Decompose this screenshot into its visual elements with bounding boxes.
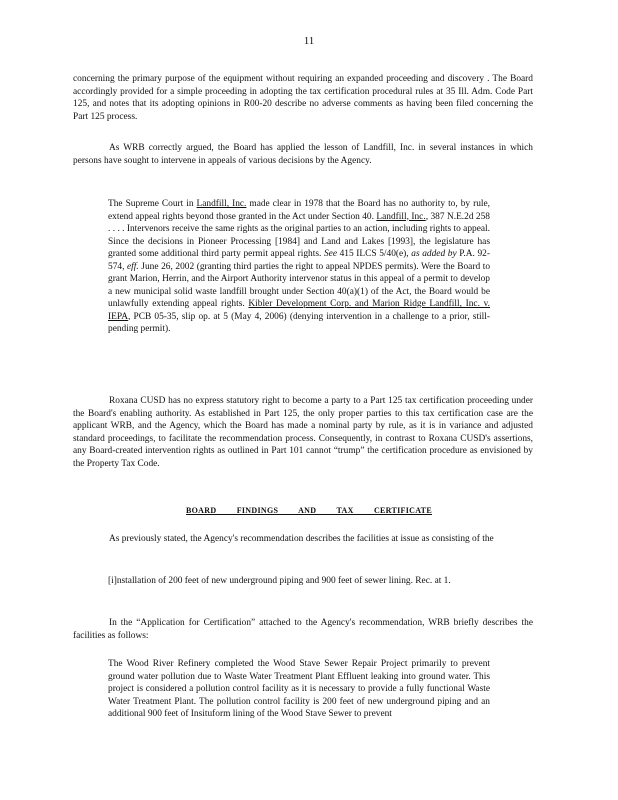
quote-text: 415 ILCS 5/40(e), <box>336 249 412 259</box>
paragraph-application: In the “Application for Certification” attached to the Agency's recommendation, WRB briefly describes the facilities as follows: <box>73 618 533 641</box>
case-citation: Landfill, Inc. <box>196 199 247 209</box>
quote-installation: [i]nstallation of 200 feet of new underground piping and 900 feet of sewer lining. Rec. at 1. <box>108 576 451 586</box>
quote-wood-river: The Wood River Refinery completed the Wood Stave Sewer Repair Project primarily to prevent ground water pollution due to Waste Water Treatment Plant Effluent leaking into ground water. This project is considered a pollution control facility as it is necessary to provide a fully functional Waste Water Treatment Plant. The pollution control facility is 200 feet of new underground piping and an additional 900 feet of Insituform lining of the Wood Stave Sewer to prevent <box>108 659 490 719</box>
page-number: 11 <box>303 35 315 47</box>
paragraph-roxana: Roxana CUSD has no express statutory right to become a party to a Part 125 tax certification proceeding under the Board's enabling authority. As established in Part 125, the only proper parties to this tax certification case are the applicant WRB, and the Agency, which the Board has made a nominal party by rule, as it is in variance and adjusted standard proceedings, to facilitate the recommendation process. Consequently, in contrast to Roxana CUSD's assertions, any Board-created intervention rights as outlined in Part 101 cannot “trump” the certification procedure as envisioned by the Property Tax Code. <box>73 396 533 469</box>
signal-word: eff. <box>127 261 139 272</box>
quote-text: The Supreme Court in <box>108 199 197 209</box>
paragraph-discovery: concerning the primary purpose of the equipment without requiring an expanded proceeding and discovery . The Board accordingly provided for a simple proceeding in adopting the tax certification procedural rules at 35 Ill. Adm. Code Part 125, and notes that its adopting opinions in R00-20 describe no adverse comments as having been filed concerning the Part 125 process. <box>73 74 533 122</box>
quote-text: June 26, 2002 (granting third parties the right to appeal NPDES permits). Were the Board to grant Marion, Herrin, and the Airport Authority intervenor status in this appeal of a permit to develop a new municipal solid waste landfill brought under Section 40(a)(1) of the Act, the Board would be unlawfully extending appeal rights. <box>108 261 491 309</box>
quote-text: , 387 N.E.2d 258 . . . . Intervenors receive the same rights as the original parties to an action, including rights to appeal. Since the decisions in Pioneer Processing [1984] and Land and Lakes [1993], the legislature has granted some additional third party permit appeal rights. <box>108 211 490 259</box>
quote-text: P.A. 92-574, <box>108 249 490 272</box>
signal-word: as added by <box>411 249 457 259</box>
paragraph-previously-stated: As previously stated, the Agency's recommendation describes the facilities at issue as consisting of the <box>109 534 494 544</box>
paragraph-wrb-argued: As WRB correctly argued, the Board has applied the lesson of Landfill, Inc. in several instances in which persons have sought to intervene in appeals of various decisions by the Agency. <box>73 143 533 166</box>
quote-text: made clear in 1978 that the Board has no authority to, by rule, extend appeal rights beyond those granted in the Act under Section 40. <box>108 199 490 222</box>
case-citation: Landfill, Inc. <box>376 211 426 222</box>
quote-text: , PCB 05-35, slip op. at 5 (May 4, 2006) (denying intervention in a challenge to a prior, still-pending permit). <box>108 311 490 334</box>
quote-supreme-court <box>108 198 490 336</box>
section-heading: BOARD FINDINGS AND TAX CERTIFICATE <box>186 506 432 515</box>
signal-word: See <box>323 249 337 259</box>
case-citation: Kibler Development Corp. and Marion Ridge Landfill, Inc. v. IEPA <box>108 299 491 322</box>
